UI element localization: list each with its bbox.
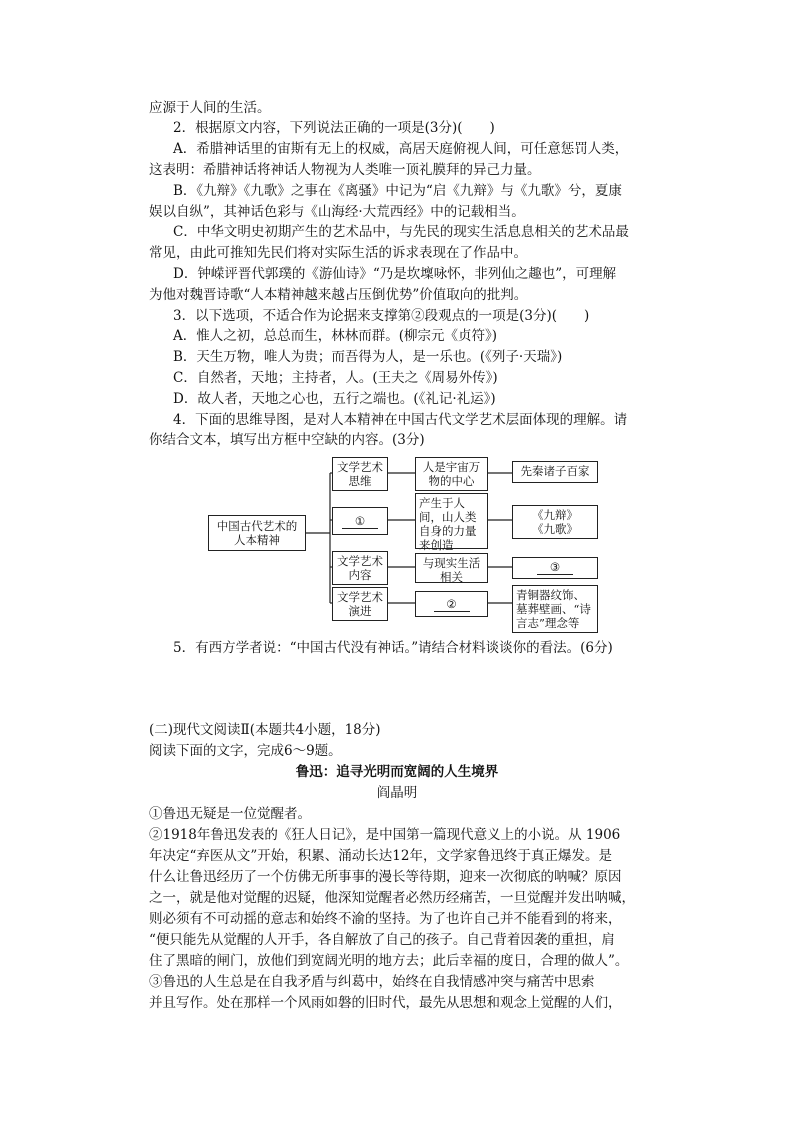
option-2d: D．钟嵘评晋代郭璞的《游仙诗》“乃是坎壈咏怀，非列仙之趣也”，可理解 xyxy=(173,266,617,282)
paragraph-line: ③鲁迅的人生总是在自我矛盾与纠葛中，始终在自我情感冲突与痛苦中思索 xyxy=(149,974,595,990)
paragraph-line: 之一，就是他对觉醒的迟疑，他深知觉醒者必然历经痛苦，一旦觉醒并发出呐喊， xyxy=(149,890,635,906)
article-author: 阎晶明 xyxy=(376,785,418,801)
option-3c: C．自然者，天地；主持者，人。(王夫之《周易外传》) xyxy=(173,370,498,386)
mind-map-root: 中国古代艺术的人本精神 xyxy=(208,515,306,551)
question-4: 4．下面的思维导图，是对人本精神在中国古代文学艺术层面体现的理解。请 xyxy=(173,412,628,428)
mind-map-branch2-mid: 产生于人间，山人类自身的力量来创造 xyxy=(415,493,488,549)
option-3a: A．惟人之初，总总而生，林林而群。(柳宗元《贞符》) xyxy=(173,328,498,344)
option-2a-cont: 这表明：希腊神话将神话人物视为人类唯一顶礼膜拜的异己力量。 xyxy=(149,162,541,178)
paragraph-line: 并且写作。处在那样一个风雨如磐的旧时代，最先从思想和观念上觉醒的人们， xyxy=(149,995,622,1011)
mind-map-branch4-end: 青铜器纹饰、墓葬壁画、“诗言志”理念等 xyxy=(512,585,598,633)
blank-2[interactable]: ② xyxy=(434,597,470,612)
option-3d: D．故人者，天地之心也，五行之端也。(《礼记·礼运》) xyxy=(173,391,496,407)
mind-map-branch4: 文学艺术演进 xyxy=(332,587,388,621)
mind-map-branch2-end-line1: 《九辩》 xyxy=(532,508,578,522)
option-2c-cont: 常见，由此可推知先民们将对实际生活的诉求表现在了作品中。 xyxy=(149,245,527,261)
option-2b-cont: 娱以自纵”，其神话色彩与《山海经·大荒西经》中的记载相当。 xyxy=(149,204,525,220)
mind-map-branch1: 文学艺术思维 xyxy=(332,457,388,491)
article-title: 鲁迅：追寻光明而宽阔的人生境界 xyxy=(295,764,499,780)
blank-1[interactable]: ① xyxy=(342,514,378,529)
mind-map-branch1-end: 先秦诸子百家 xyxy=(512,461,598,483)
question-4-cont: 你结合文本，填写出方框中空缺的内容。(3分) xyxy=(149,432,425,448)
mind-map-branch3: 文学艺术内容 xyxy=(332,551,388,585)
option-2a: A．希腊神话里的宙斯有无上的权威，高居天庭俯视人间，可任意惩罚人类， xyxy=(173,141,629,157)
mind-map-branch2-end-line2: 《九歌》 xyxy=(532,522,578,536)
paragraph-line: 年决定“弃医从文”开始，积累、涌动长达12年，文学家鲁迅终于真正爆发。是 xyxy=(149,848,612,864)
option-2d-cont: 为他对魏晋诗歌“人本精神越来越占压倒优势”价值取向的批判。 xyxy=(149,287,528,303)
mind-map-branch3-mid: 与现实生活相关 xyxy=(415,553,488,583)
mind-map-branch2 xyxy=(332,507,388,535)
paragraph-line: ①鲁迅无疑是一位觉醒者。 xyxy=(149,806,311,822)
paragraph-line: 住了黑暗的闸门，放他们到宽阔光明的地方去；此后幸福的度日，合理的做人”。 xyxy=(149,953,629,969)
mind-map-branch1-mid: 人是宇宙万物的中心 xyxy=(415,457,488,491)
text-line: 应源于人间的生活。 xyxy=(149,100,271,116)
mind-map-branch3-end xyxy=(512,557,598,579)
section-instruction: 阅读下面的文字，完成6～9题。 xyxy=(149,743,342,759)
option-2c: C．中华文明史初期产生的艺术品中，与先民的现实生活息息相关的艺术品最 xyxy=(173,224,629,240)
option-2b: B．《九辩》《九歌》之事在《离骚》中记为“启《九辩》与《九歌》兮，夏康 xyxy=(173,183,622,199)
paragraph-line: 什么让鲁迅经历了一个仿佛无所事事的漫长等待期，迎来一次彻底的呐喊？原因 xyxy=(149,869,622,885)
section-heading: (二)现代文阅读Ⅱ(本题共4小题，18分) xyxy=(149,722,381,738)
question-3: 3．以下选项，不适合作为论据来支撑第②段观点的一项是(3分)( ) xyxy=(173,308,590,324)
paragraph-line: ②1918年鲁迅发表的《狂人日记》，是中国第一篇现代意义上的小说。从 1906 xyxy=(149,827,621,843)
blank-3[interactable]: ③ xyxy=(537,560,573,575)
mind-map-branch2-end xyxy=(512,505,598,539)
question-2: 2．根据原文内容，下列说法正确的一项是(3分)( ) xyxy=(173,120,495,136)
option-3b: B．天生万物，唯人为贵；而吾得为人，是一乐也。(《列子·天瑞》) xyxy=(173,349,563,365)
paragraph-line: 则必须有不可动摇的意志和始终不渝的坚持。为了也许自己并不能看到的将来， xyxy=(149,911,622,927)
mind-map-branch4-mid xyxy=(415,591,488,617)
paragraph-line: “便只能先从觉醒的人开手，各自解放了自己的孩子。自己背着因袭的重担，肩 xyxy=(149,932,615,948)
question-5: 5．有西方学者说：“中国古代没有神话。”请结合材料谈谈你的看法。(6分) xyxy=(173,640,613,656)
mind-map xyxy=(208,455,604,637)
